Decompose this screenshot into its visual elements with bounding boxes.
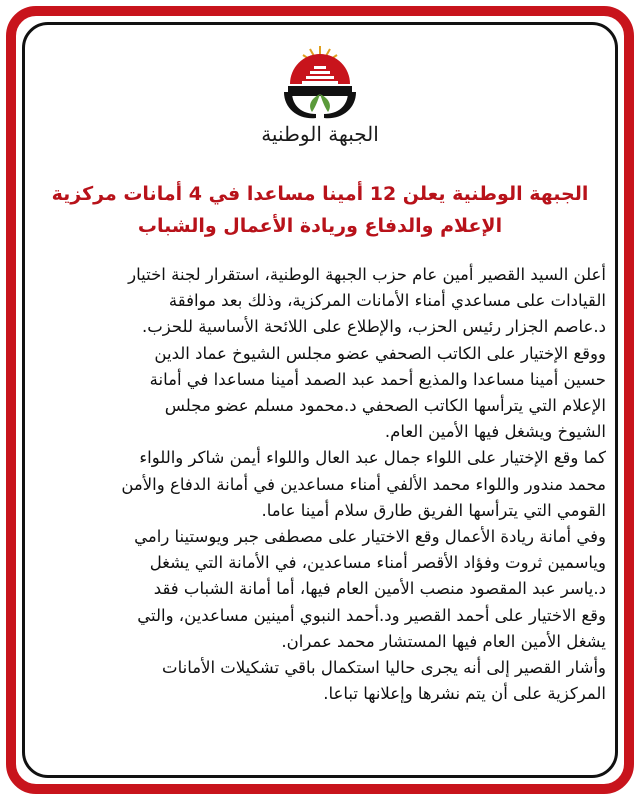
- body-line: حسين أمينا مساعدا والمذيع أحمد عبد الصمد أمينا مساعدا في أمانة: [149, 369, 606, 389]
- body-line: د.ياسر عبد المقصود منصب الأمين العام فيها، أما أمانة الشباب فقد: [153, 579, 606, 599]
- body-line: يشغل الأمين العام فيها المستشار محمد عمران.: [281, 631, 606, 651]
- headline-line: الجبهة الوطنية يعلن 12 أمينا مساعدا في 4 أمانات مركزية: [51, 183, 589, 205]
- headline-line: الإعلام والدفاع وريادة الأعمال والشباب: [137, 215, 503, 237]
- body-line: القومي التي يترأسها الفريق طارق سلام أمينا عاما.: [261, 500, 606, 520]
- body-line: الإعلام التي يترأسها الكاتب الصحفي د.محمود مسلم عضو مجلس: [164, 396, 606, 416]
- body-line: كما وقع الإختيار على اللواء جمال عبد العال واللواء أيمن شاكر واللواء: [139, 448, 606, 468]
- body-line: القيادات على مساعدي أمناء الأمانات المركزية، وذلك بعد موافقة: [168, 291, 606, 311]
- body-line: ووقع الإختيار على الكاتب الصحفي عضو مجلس الشيوخ عماد الدين: [154, 343, 606, 363]
- body-line: وأشار القصير إلى أنه يجرى حاليا استكمال باقي تشكيلات الأمانات: [162, 658, 606, 678]
- body-line: وياسمين ثروت وفؤاد الأقصر أمناء مساعدين، في الأمانة التي يشغل: [149, 553, 606, 573]
- party-logo-text: الجبهة الوطنية: [261, 122, 379, 146]
- headline: [40, 178, 600, 242]
- body-line: وقع الاختيار على أحمد القصير ود.أحمد النبوي أمينين مساعدين، والتي: [137, 605, 606, 625]
- body-line: أعلن السيد القصير أمين عام حزب الجبهة الوطنية، استقرار لجنة اختيار: [128, 265, 606, 284]
- body-line: محمد مندور واللواء محمد الألفي أمناء مساعدين في أمانة الدفاع والأمن: [121, 474, 606, 494]
- body-line: د.عاصم الجزار رئيس الحزب، والإطلاع على اللائحة الأساسية للحزب.: [141, 317, 606, 337]
- article-body: [34, 262, 606, 707]
- body-line: المركزية على أن يتم نشرها وإعلانها تباعا.: [323, 684, 606, 704]
- body-line: وفي أمانة ريادة الأعمال وقع الاختيار على مصطفى جبر ويوستينا رامي: [134, 527, 606, 547]
- body-line: الشيوخ ويشغل فيها الأمين العام.: [384, 422, 606, 442]
